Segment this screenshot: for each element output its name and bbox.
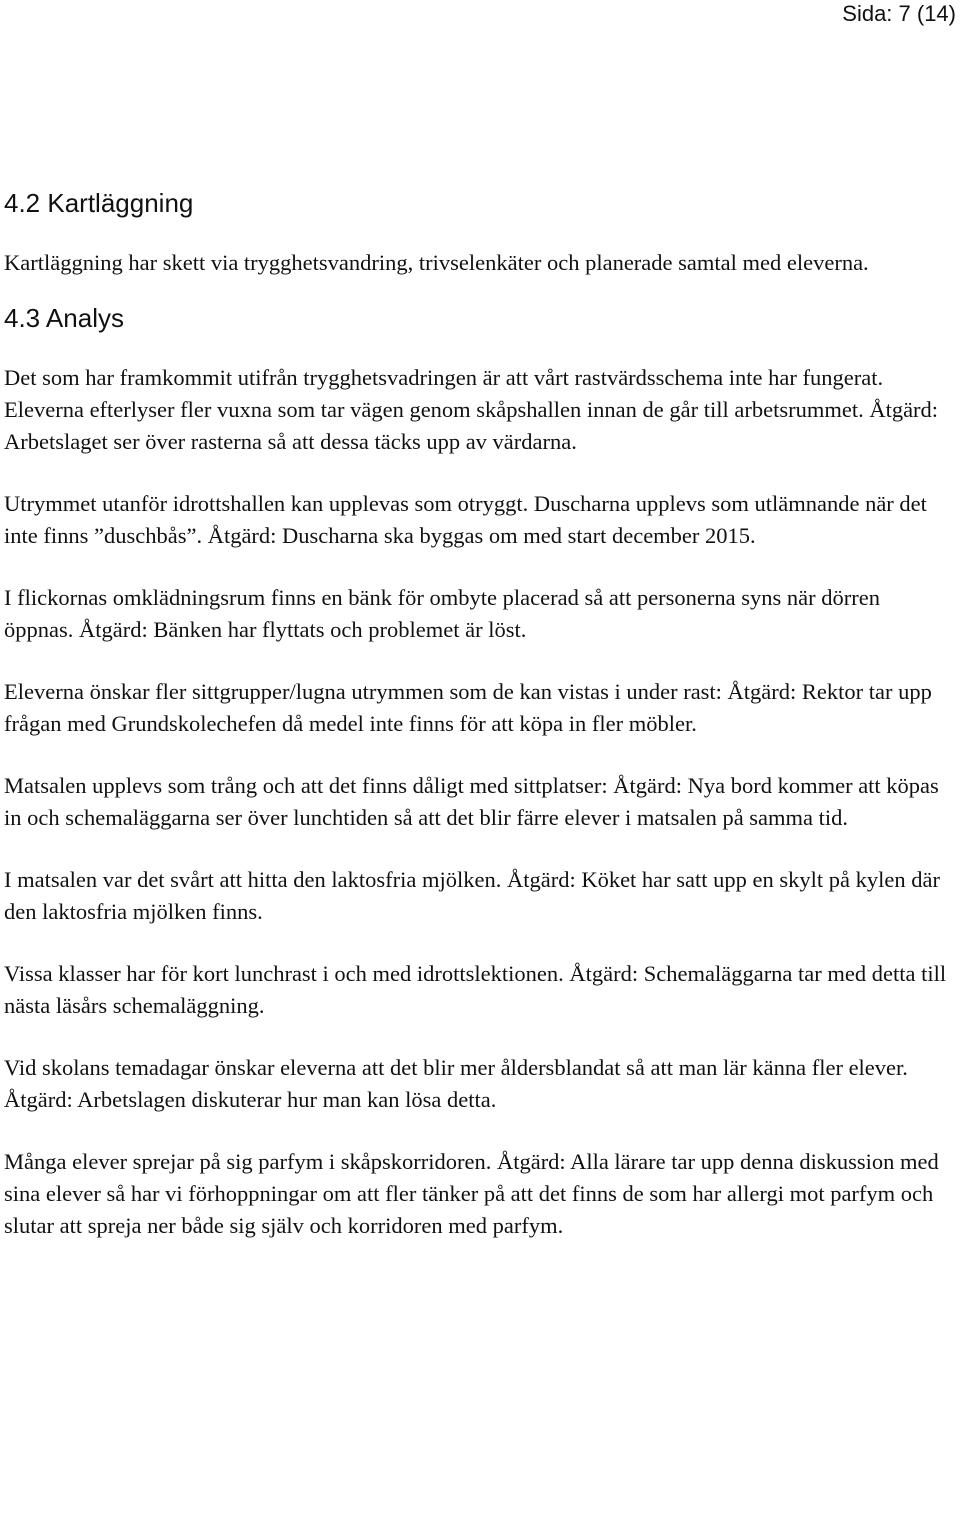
page-number: Sida: 7 (14) bbox=[842, 1, 956, 26]
document-body bbox=[4, 183, 954, 1242]
paragraph-analys-7: Vissa klasser har för kort lunchrast i och med idrottslektionen. Åtgärd: Schemaläggarna tar med detta till nästa läsårs schemaläggning. bbox=[4, 961, 947, 1018]
heading-analys: 4.3 Analys bbox=[4, 303, 124, 333]
paragraph-analys-5: Matsalen upplevs som trång och att det finns dåligt med sittplatser: Åtgärd: Nya bord kommer att köpas in och schemaläggarna ser över lunchtiden så att det blir färre elever i matsalen på samma tid. bbox=[4, 773, 939, 830]
heading-kartlaggning: 4.2 Kartläggning bbox=[4, 188, 194, 218]
paragraph-kartlaggning: Kartläggning har skett via trygghetsvandring, trivselenkäter och planerade samtal med eleverna. bbox=[4, 250, 869, 275]
paragraph-analys-3: I flickornas omklädningsrum finns en bänk för ombyte placerad så att personerna syns när dörren öppnas. Åtgärd: Bänken har flyttats och problemet är löst. bbox=[4, 585, 880, 642]
paragraph-analys-6: I matsalen var det svårt att hitta den laktosfria mjölken. Åtgärd: Köket har satt upp en skylt på kylen där den laktosfria mjölken finns. bbox=[4, 867, 940, 924]
paragraph-analys-1: Det som har framkommit utifrån trygghetsvadringen är att vårt rastvärdsschema inte har fungerat. Eleverna efterlyser fler vuxna som tar vägen genom skåpshallen innan de går till arbetsrummet. Åtgärd: Arbetslaget ser över rasterna så att dessa täcks upp av värdarna. bbox=[4, 365, 939, 454]
paragraph-analys-4: Eleverna önskar fler sittgrupper/lugna utrymmen som de kan vistas i under rast: Åtgärd: Rektor tar upp frågan med Grundskolechefen då medel inte finns för att köpa in fler möbler. bbox=[4, 679, 932, 736]
paragraph-analys-2: Utrymmet utanför idrottshallen kan upplevas som otryggt. Duscharna upplevs som utlämnande när det inte finns ”duschbås”. Åtgärd: Duscharna ska byggas om med start december 2015. bbox=[4, 491, 927, 548]
paragraph-analys-9: Många elever sprejar på sig parfym i skåpskorridoren. Åtgärd: Alla lärare tar upp denna diskussion med sina elever så har vi förhoppningar om att fler tänker på att det finns de som har allergi mot parfym och slutar att spreja ner både sig själv och korridoren med parfym. bbox=[4, 1149, 939, 1238]
paragraph-analys-8: Vid skolans temadagar önskar eleverna att det blir mer åldersblandat så att man lär känna fler elever. Åtgärd: Arbetslagen diskuterar hur man kan lösa detta. bbox=[4, 1055, 908, 1112]
